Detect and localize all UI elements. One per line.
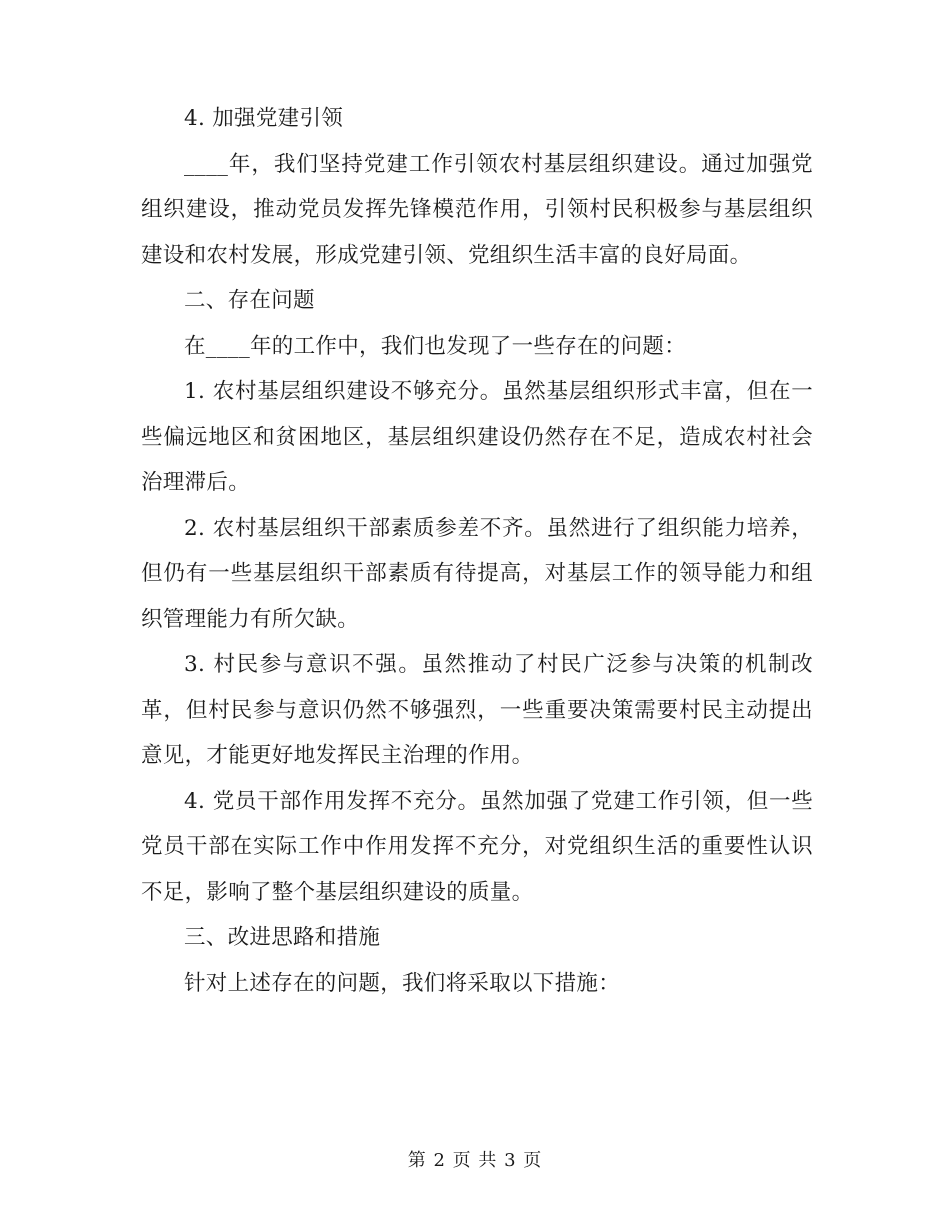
paragraph-improvements-intro: 针对上述存在的问题，我们将采取以下措施： bbox=[184, 970, 621, 996]
section-heading-improvements: 三、改进思路和措施 bbox=[184, 925, 381, 950]
section-heading-problems: 二、存在问题 bbox=[184, 288, 315, 313]
problem-item-1: 1. 农村基层组织建设不够充分。虽然基层组织形式丰富，但在一些偏远地区和贫困地区，基层组织建设仍然存在不足，造成农村社会治理滞后。 bbox=[141, 379, 813, 495]
page-number-footer: 第 2 页 共 3 页 bbox=[407, 1150, 543, 1171]
paragraph-party-building: ____年，我们坚持党建工作引领农村基层组织建设。通过加强党组织建设，推动党员发挥先锋模范作用，引领村民积极参与基层组织建设和农村发展，形成党建引领、党组织生活丰富的良好局面。 bbox=[141, 151, 813, 268]
problem-item-2: 2. 农村基层组织干部素质参差不齐。虽然进行了组织能力培养，但仍有一些基层组织干部素质有待提高，对基层工作的领导能力和组织管理能力有所欠缺。 bbox=[141, 515, 813, 632]
paragraph-problems-intro: 在____年的工作中，我们也发现了一些存在的问题： bbox=[184, 333, 687, 359]
section-heading-party-building: 4. 加强党建引领 bbox=[184, 106, 344, 131]
document-body bbox=[141, 96, 813, 1006]
problem-item-3: 3. 村民参与意识不强。虽然推动了村民广泛参与决策的机制改革，但村民参与意识仍然不够强烈，一些重要决策需要村民主动提出意见，才能更好地发挥民主治理的作用。 bbox=[141, 652, 813, 768]
problem-item-4: 4. 党员干部作用发挥不充分。虽然加强了党建工作引领，但一些党员干部在实际工作中作用发挥不充分，对党组织生活的重要性认识不足，影响了整个基层组织建设的质量。 bbox=[141, 788, 813, 905]
